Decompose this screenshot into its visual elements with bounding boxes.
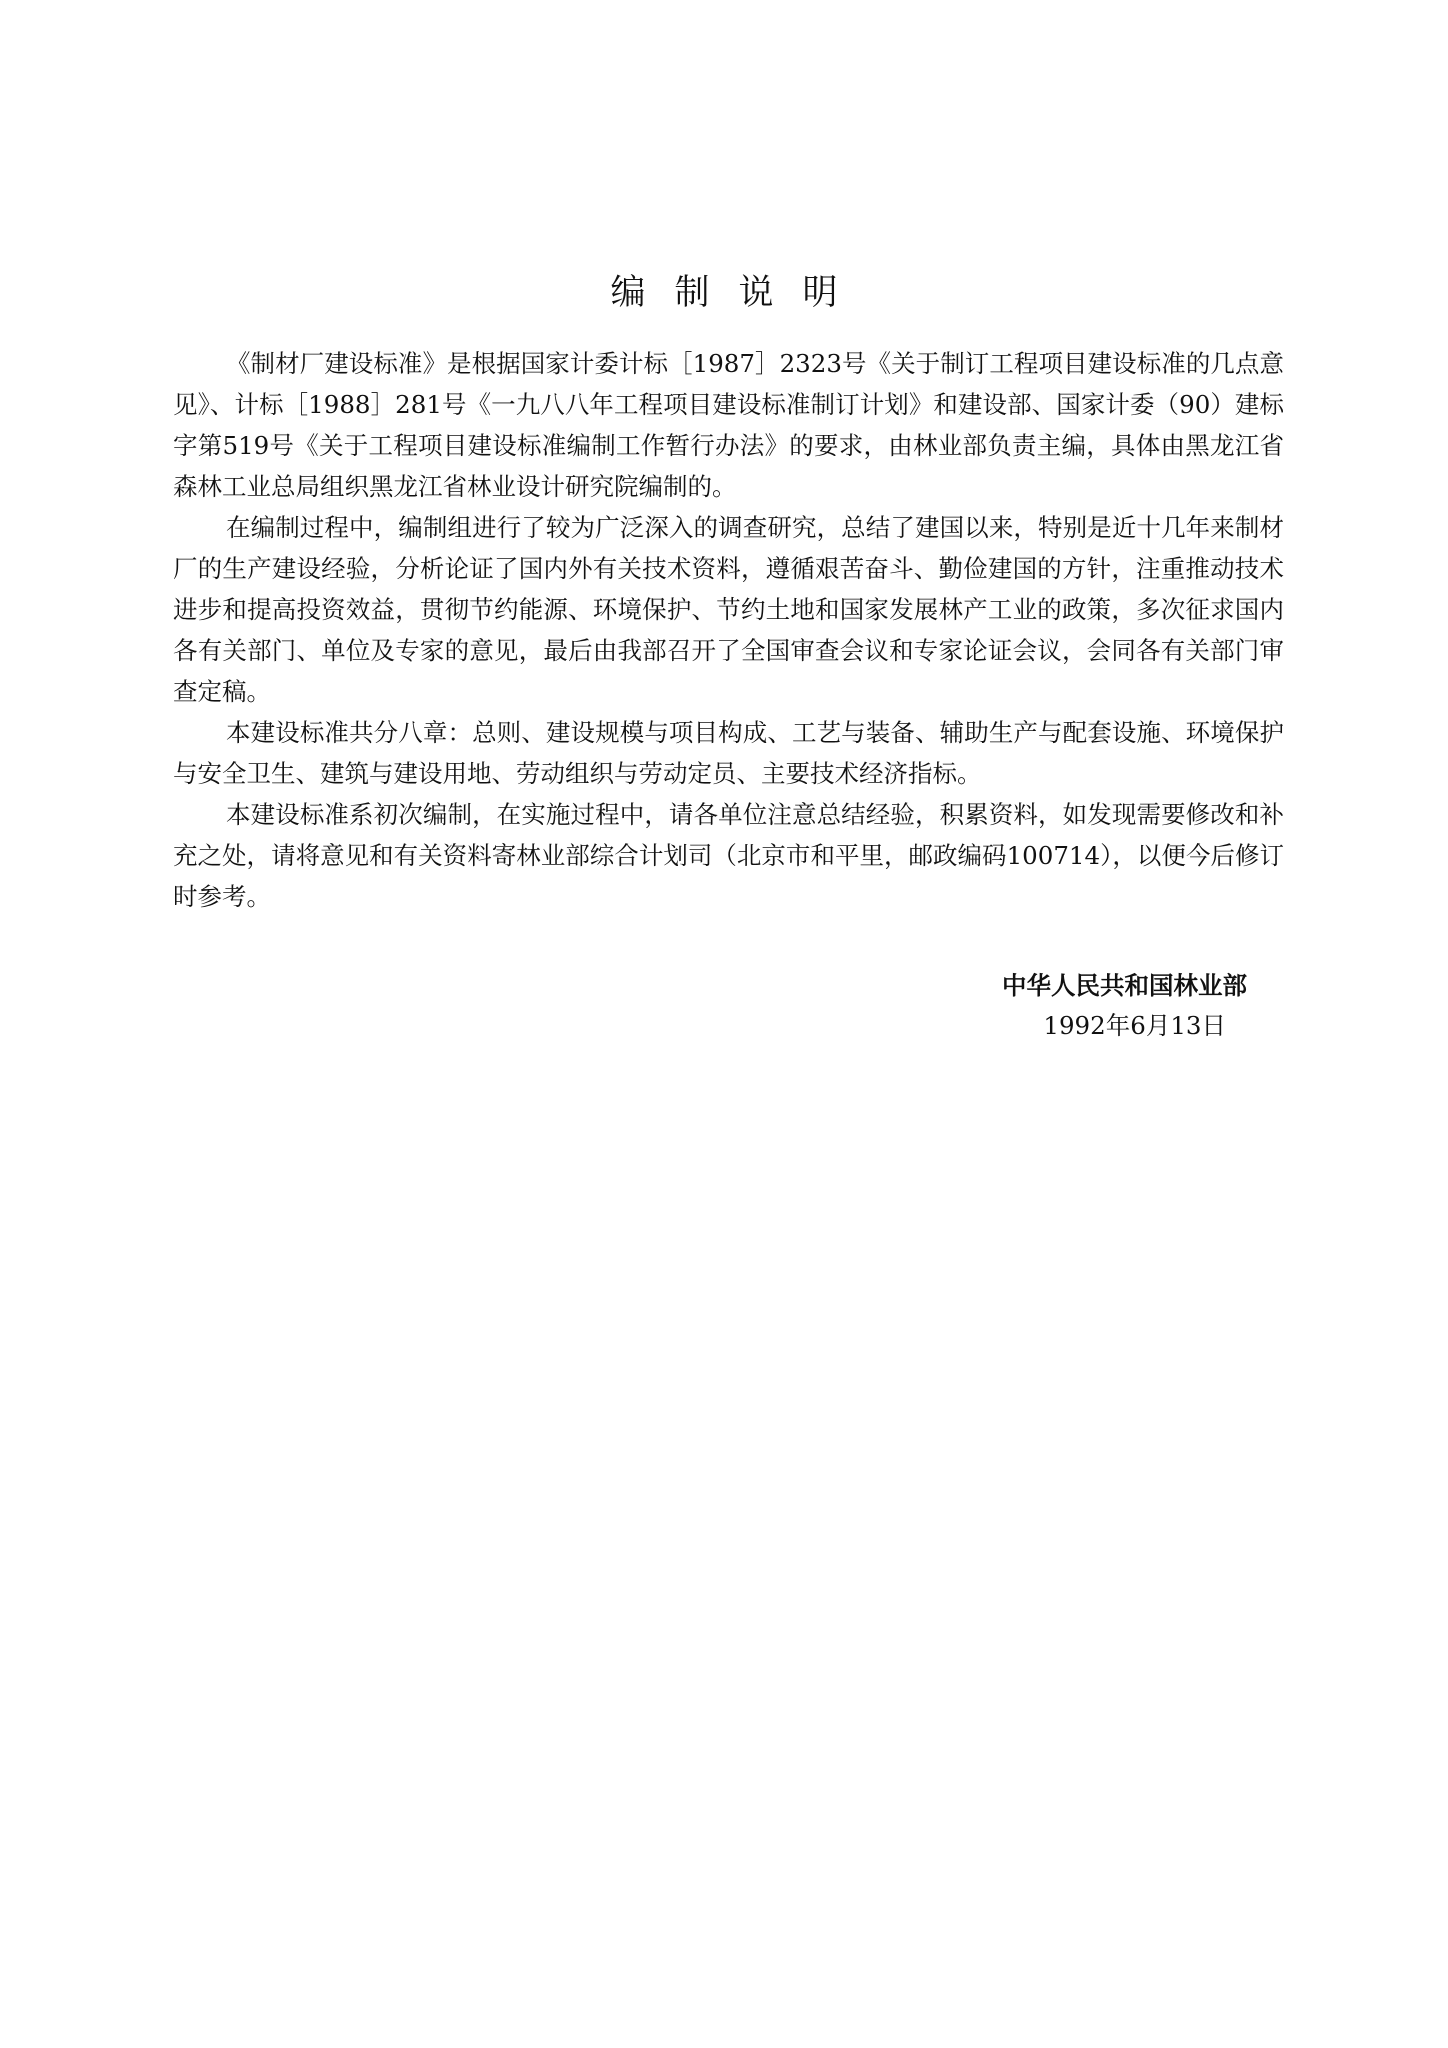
paragraph-3: 本建设标准共分八章：总则、建设规模与项目构成、工艺与装备、辅助生产与配套设施、环境保护与安全卫生、建筑与建设用地、劳动组织与劳动定员、主要技术经济指标。 bbox=[173, 718, 1284, 788]
signature-organization: 中华人民共和国林业部 bbox=[1002, 971, 1247, 1000]
signature-date: 1992年6月13日 bbox=[1043, 1011, 1226, 1040]
paragraph-2: 在编制过程中，编制组进行了较为广泛深入的调查研究，总结了建国以来，特别是近十几年来制材厂的生产建设经验，分析论证了国内外有关技术资料，遵循艰苦奋斗、勤俭建国的方针，注重推动技术进步和提高投资效益，贯彻节约能源、环境保护、节约土地和国家发展林产工业的政策，多次征求国内各有关部门、单位及专家的意见，最后由我部召开了全国审查会议和专家论证会议，会同各有关部门审查定稿。 bbox=[173, 513, 1284, 706]
paragraph-1: 《制材厂建设标准》是根据国家计委计标［1987］2323号《关于制订工程项目建设标准的几点意见》、计标［1988］281号《一九八八年工程项目建设标准制订计划》和建设部、国家计委（90）建标字第519号《关于工程项目建设标准编制工作暂行办法》的要求，由林业部负责主编，具体由黑龙江省森林工业总局组织黑龙江省林业设计研究院编制的。 bbox=[173, 349, 1284, 501]
signature-block bbox=[847, 966, 1247, 1046]
paragraph-4: 本建设标准系初次编制，在实施过程中，请各单位注意总结经验，积累资料，如发现需要修改和补充之处，请将意见和有关资料寄林业部综合计划司（北京市和平里，邮政编码100714），以便今后修订时参考。 bbox=[173, 800, 1284, 911]
body-text bbox=[173, 343, 1284, 917]
page-title: 编制说明 bbox=[610, 273, 867, 313]
